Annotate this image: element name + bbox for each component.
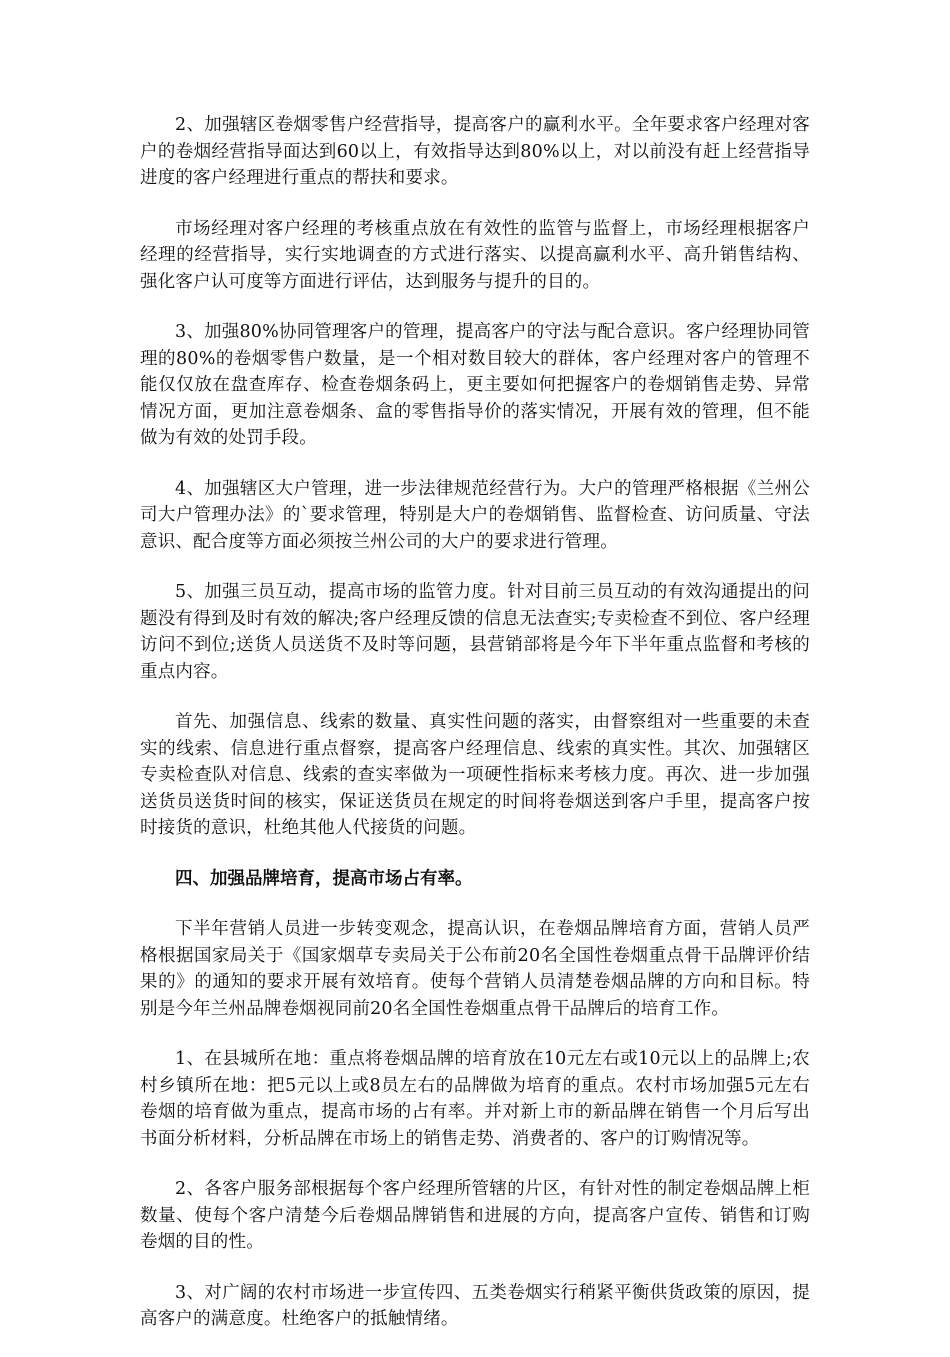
- paragraph-large-accounts: 4、加强辖区大户管理，进一步法律规范经营行为。大户的管理严格根据《兰州公司大户管理办法》的`要求管理，特别是大户的卷烟销售、监督检查、访问质量、守法意识、配合度等方面必须按兰州公司的大户的要求进行管理。: [140, 478, 810, 552]
- section-heading-brand-cultivation: 四、加强品牌培育，提高市场占有率。: [175, 868, 473, 889]
- paragraph-rural-market: 3、对广阔的农村市场进一步宣传四、五类卷烟实行稍紧平衡供货政策的原因，提高客户的满意度。杜绝客户的抵触情绪。: [140, 1282, 810, 1329]
- document-body: [140, 112, 810, 1357]
- paragraph-market-manager: 市场经理对客户经理的考核重点放在有效性的监管与监督上，市场经理根据客户经理的经营指导，实行实地调查的方式进行落实、以提高赢利水平、高升销售结构、强化客户认可度等方面进行评估，达到服务与提升的目的。: [140, 218, 810, 292]
- paragraph-information-clues: 首先、加强信息、线索的数量、真实性问题的落实，由督察组对一些重要的未查实的线索、信息进行重点督察，提高客户经理信息、线索的真实性。其次、加强辖区专卖检查队对信息、线索的查实率做为一项硬性指标来考核力度。再次、进一步加强送货员送货时间的核实，保证送货员在规定的时间将卷烟送到客户手里，提高客户按时接货的意识，杜绝其他人代接货的问题。: [140, 712, 810, 838]
- paragraph-cooperative-management: 3、加强80%协同管理客户的管理，提高客户的守法与配合意识。客户经理协同管理的80%的卷烟零售户数量，是一个相对数目较大的群体，客户经理对客户的管理不能仅仅放在盘查库存、检查卷烟条码上，更主要如何把握客户的卷烟销售走势、异常情况方面，更加注意卷烟条、盒的零售指导价的落实情况，开展有效的管理，但不能做为有效的处罚手段。: [140, 322, 810, 448]
- paragraph-county-rural: 1、在县城所在地：重点将卷烟品牌的培育放在10元左右或10元以上的品牌上;农村乡镇所在地：把5元以上或8员左右的品牌做为培育的重点。农村市场加强5元左右卷烟的培育做为重点，提高市场的占有率。并对新上市的新品牌在销售一个月后写出书面分析材料，分析品牌在市场上的销售走势、消费者的、客户的订购情况等。: [140, 1049, 810, 1149]
- paragraph-guidance: 2、加强辖区卷烟零售户经营指导，提高客户的赢利水平。全年要求客户经理对客户的卷烟经营指导面达到60以上，有效指导达到80%以上，对以前没有赶上经营指导进度的客户经理进行重点的帮扶和要求。: [140, 115, 810, 188]
- paragraph-brand-overview: 下半年营销人员进一步转变观念，提高认识，在卷烟品牌培育方面，营销人员严格根据国家局关于《国家烟草专卖局关于公布前20名全国性卷烟重点骨干品牌评价结果的》的通知的要求开展有效培育。使每个营销人员清楚卷烟品牌的方向和目标。特别是今年兰州品牌卷烟视同前20名全国性卷烟重点骨干品牌后的培育工作。: [140, 919, 810, 1019]
- paragraph-three-staff-interaction: 5、加强三员互动，提高市场的监管力度。针对目前三员互动的有效沟通提出的问题没有得到及时有效的解决;客户经理反馈的信息无法查实;专卖检查不到位、客户经理访问不到位;送货人员送货不及时等问题，县营销部将是今年下半年重点监督和考核的重点内容。: [140, 582, 810, 682]
- paragraph-service-department: 2、各客户服务部根据每个客户经理所管辖的片区，有针对性的制定卷烟品牌上柜数量、使每个客户清楚今后卷烟品牌销售和进展的方向，提高客户宣传、销售和订购卷烟的目的性。: [140, 1179, 810, 1252]
